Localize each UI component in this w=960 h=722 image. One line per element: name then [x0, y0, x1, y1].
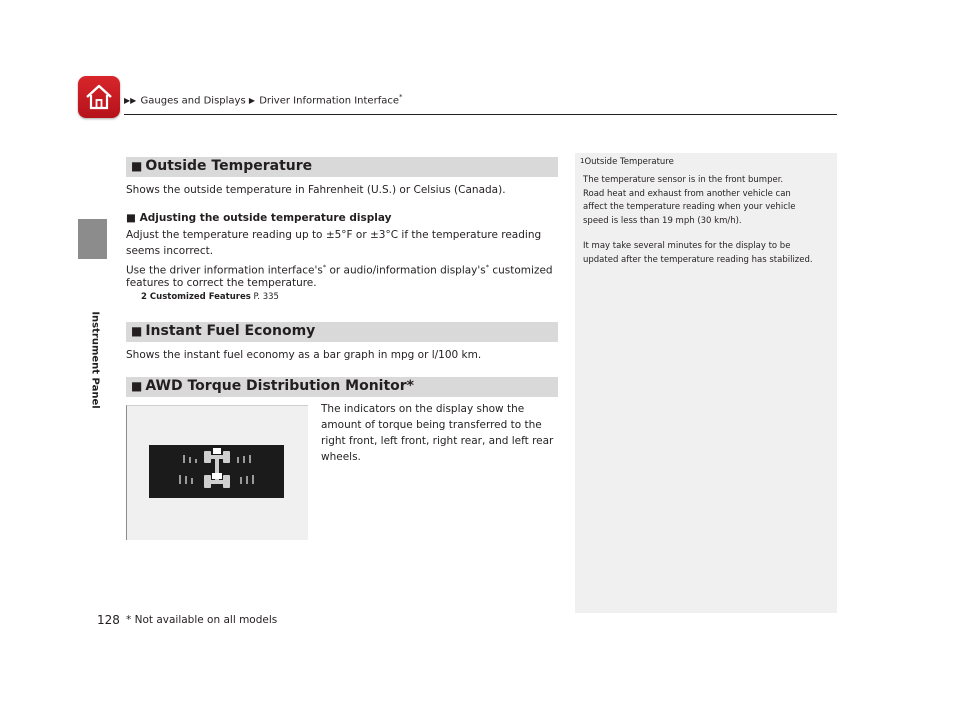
awd-description [321, 401, 557, 465]
breadcrumb-arrow-icon: ▶▶ [124, 96, 137, 106]
section-title-text: Outside Temperature [145, 158, 313, 174]
header-rule [124, 114, 837, 115]
sidebar-note-title [580, 157, 674, 167]
adjust-line-4: features to correct the temperature. [126, 277, 317, 289]
home-button[interactable] [78, 76, 120, 118]
xref-customized-features[interactable] [141, 292, 279, 302]
outside-temp-description: Shows the outside temperature in Fahrenheit (U.S.) or Celsius (Canada). [126, 184, 506, 196]
awd-drivetrain-icon [149, 445, 284, 498]
availability-star: * [322, 263, 327, 271]
note-line: speed is less than 19 mph (30 km/h). [583, 215, 742, 226]
note-line: It may take several minutes for the display to be [583, 241, 791, 251]
availability-star: * [485, 263, 490, 271]
breadcrumb-item-gauges[interactable]: Gauges and Displays [140, 95, 246, 107]
section-title-awd-monitor [131, 378, 414, 394]
section-marker-icon: ■ [131, 379, 143, 393]
awd-line-3: right front, left front, right rear, and left rear [321, 435, 554, 447]
note-line: affect the temperature reading when your vehicle [583, 202, 796, 212]
note-line: The temperature sensor is in the front bumper. [583, 175, 784, 185]
adjust-line-2: seems incorrect. [126, 245, 214, 257]
section-title-text: AWD Torque Distribution Monitor* [145, 378, 414, 394]
adjust-line-1: Adjust the temperature reading up to ±5°F or ±3°C if the temperature reading [126, 229, 542, 241]
note-title-text: Outside Temperature [584, 157, 674, 167]
fuel-economy-description: Shows the instant fuel economy as a bar graph in mpg or l/100 km. [126, 349, 482, 361]
note-line: Road heat and exhaust from another vehicle can [583, 188, 791, 199]
sidebar-note-paragraph-2 [583, 240, 833, 267]
section-title-outside-temperature [131, 158, 312, 174]
sidebar-note-paragraph-1 [583, 174, 833, 228]
section-marker-icon: ■ [131, 159, 143, 173]
xref-arrow-icon: 2 [141, 292, 147, 302]
footnote: * Not available on all models [126, 614, 278, 626]
adjust-line-3-part-1: Use the driver information interface's [126, 264, 323, 277]
subsection-title-adjusting: ■ Adjusting the outside temperature display [126, 212, 392, 224]
awd-line-4: wheels. [321, 451, 361, 463]
page-number: 128 [97, 613, 120, 627]
breadcrumb [124, 93, 403, 106]
awd-monitor-screen [149, 445, 284, 498]
availability-star: * [399, 93, 403, 101]
chapter-label: Instrument Panel [89, 311, 101, 409]
note-line: updated after the temperature reading has stabilized. [583, 254, 813, 265]
xref-label[interactable]: Customized Features [149, 292, 251, 302]
home-icon [84, 82, 114, 112]
section-title-instant-fuel-economy [131, 323, 315, 339]
awd-line-1: The indicators on the display show the [321, 403, 525, 415]
note-number: 1 [580, 157, 585, 165]
breadcrumb-arrow-icon: ▶ [248, 96, 256, 106]
adjust-line-3-part-2: or audio/information display's [326, 264, 486, 277]
section-marker-icon: ■ [131, 324, 143, 338]
chapter-tab[interactable] [78, 219, 107, 259]
section-title-text: Instant Fuel Economy [145, 323, 316, 339]
adjust-line-3-part-3: customized [489, 264, 553, 277]
breadcrumb-item-dii[interactable]: Driver Information Interface [259, 95, 399, 107]
awd-line-2: amount of torque being transferred to the [321, 419, 542, 431]
xref-page[interactable]: P. 335 [250, 292, 279, 302]
